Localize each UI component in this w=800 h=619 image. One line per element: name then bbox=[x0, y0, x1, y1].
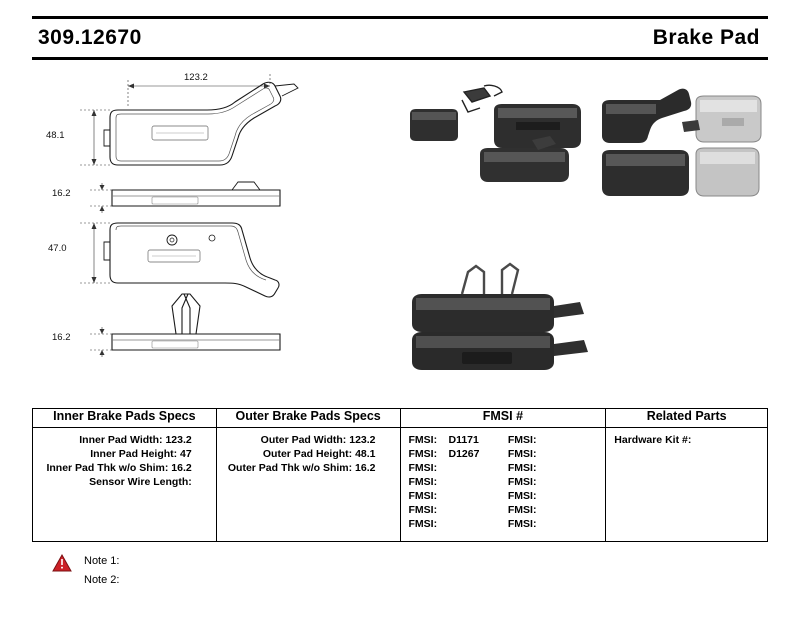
fmsi-label: FMSI: bbox=[507, 476, 537, 488]
fmsi-label: FMSI: bbox=[408, 490, 438, 502]
fmsi-row bbox=[409, 517, 500, 531]
spring-clip-detail bbox=[164, 294, 208, 334]
dimension-height-top bbox=[80, 110, 112, 165]
column-header-related-parts: Related Parts bbox=[606, 409, 768, 428]
fmsi-row bbox=[508, 433, 599, 447]
fmsi-row bbox=[508, 503, 599, 517]
product-photo-pad-group-left bbox=[410, 85, 581, 182]
outer-pad-height: Outer Pad Height: 48.1 bbox=[262, 448, 376, 460]
outer-pad-side-view bbox=[112, 182, 280, 206]
fmsi-column-left bbox=[401, 433, 500, 531]
fmsi-row bbox=[409, 447, 500, 461]
fmsi-row bbox=[508, 475, 599, 489]
fmsi-row bbox=[508, 447, 599, 461]
fmsi-row bbox=[508, 461, 599, 475]
warning-triangle-icon bbox=[52, 554, 72, 577]
document-header bbox=[32, 16, 768, 60]
dim-label-bottom-thickness: 16.2 bbox=[52, 332, 71, 343]
fmsi-column-right bbox=[500, 433, 599, 531]
product-photo-assembled bbox=[412, 264, 588, 370]
table-header-row bbox=[33, 409, 768, 428]
inner-pad-width: Inner Pad Width: 123.2 bbox=[79, 434, 192, 446]
part-number: 309.12670 bbox=[38, 26, 142, 49]
dim-label-top-height: 48.1 bbox=[46, 130, 65, 141]
specifications-table bbox=[32, 408, 768, 542]
fmsi-label: FMSI: bbox=[408, 462, 438, 474]
related-parts-cell bbox=[606, 428, 768, 542]
note-1: Note 1: bbox=[84, 555, 120, 567]
hardware-kit-number: Hardware Kit #: bbox=[614, 434, 692, 446]
inner-pad-thickness: Inner Pad Thk w/o Shim: 16.2 bbox=[46, 462, 192, 474]
dim-label-top-thickness: 16.2 bbox=[52, 188, 71, 199]
dimension-height-bottom bbox=[80, 223, 112, 283]
fmsi-value: D1171 bbox=[448, 434, 479, 446]
inner-specs-cell bbox=[33, 428, 217, 542]
inner-pad-top-view bbox=[104, 223, 279, 297]
fmsi-label: FMSI: bbox=[408, 434, 438, 446]
outer-pad-width: Outer Pad Width: 123.2 bbox=[260, 434, 376, 446]
outer-pad-thickness: Outer Pad Thk w/o Shim: 16.2 bbox=[227, 462, 376, 474]
fmsi-row bbox=[508, 489, 599, 503]
fmsi-label: FMSI: bbox=[507, 504, 537, 516]
fmsi-label: FMSI: bbox=[408, 476, 438, 488]
fmsi-row bbox=[409, 489, 500, 503]
dim-label-bottom-height: 47.0 bbox=[48, 243, 67, 254]
notes-section bbox=[52, 552, 119, 590]
fmsi-label: FMSI: bbox=[408, 448, 438, 460]
drawing-svg bbox=[32, 62, 768, 392]
column-header-fmsi: FMSI # bbox=[400, 409, 606, 428]
outer-pad-top-view bbox=[104, 82, 298, 165]
inner-pad-height: Inner Pad Height: 47 bbox=[90, 448, 192, 460]
fmsi-row bbox=[409, 503, 500, 517]
column-header-outer-specs: Outer Brake Pads Specs bbox=[216, 409, 400, 428]
fmsi-cell bbox=[400, 428, 606, 542]
fmsi-row bbox=[409, 461, 500, 475]
fmsi-row bbox=[409, 475, 500, 489]
page-title: Brake Pad bbox=[652, 26, 760, 49]
fmsi-value: D1267 bbox=[448, 448, 480, 460]
fmsi-label: FMSI: bbox=[507, 490, 537, 502]
fmsi-row bbox=[409, 433, 500, 447]
inner-pad-side-view bbox=[112, 334, 280, 350]
fmsi-label: FMSI: bbox=[507, 518, 537, 530]
note-2: Note 2: bbox=[84, 574, 120, 586]
fmsi-label: FMSI: bbox=[507, 434, 537, 446]
fmsi-label: FMSI: bbox=[507, 448, 537, 460]
fmsi-label: FMSI: bbox=[408, 504, 438, 516]
column-header-inner-specs: Inner Brake Pads Specs bbox=[33, 409, 217, 428]
fmsi-row bbox=[508, 517, 599, 531]
fmsi-label: FMSI: bbox=[408, 518, 438, 530]
technical-drawing bbox=[32, 62, 768, 392]
sensor-wire-length: Sensor Wire Length: bbox=[89, 476, 192, 488]
dimension-thickness-bottom bbox=[90, 327, 114, 357]
dimension-thickness-top bbox=[90, 183, 114, 213]
product-photo-pad-group-right bbox=[602, 89, 761, 196]
fmsi-label: FMSI: bbox=[507, 462, 537, 474]
outer-specs-cell bbox=[216, 428, 400, 542]
table-body-row bbox=[33, 428, 768, 542]
dim-label-top-width: 123.2 bbox=[184, 72, 208, 83]
